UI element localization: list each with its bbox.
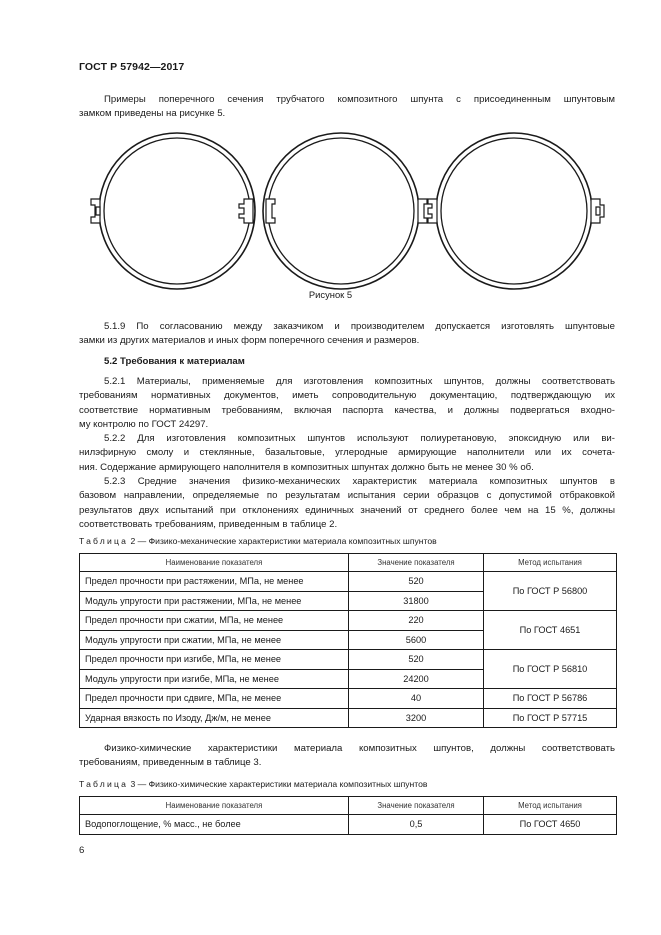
table-cell: 520 — [349, 572, 484, 592]
table-row — [80, 611, 617, 631]
text-line: ния. Содержание армирующего наполнителя в композитных шпунтах должно быть не менее 30 % об. — [79, 461, 534, 473]
table-cell: Предел прочности при сдвиге, МПа, не менее — [80, 689, 349, 709]
column-header: Наименование показателя — [80, 554, 349, 572]
paragraph-5-2-1 — [79, 375, 615, 433]
paragraph-5-2-2 — [79, 432, 615, 475]
column-header: Значение показателя — [349, 554, 484, 572]
table-row — [80, 708, 617, 728]
figure-caption: Рисунок 5 — [308, 289, 353, 300]
text-line: замки из других материалов и иных форм поперечного сечения и размеров. — [79, 335, 420, 347]
table-cell: По ГОСТ 4650 — [484, 815, 617, 835]
text-line: результатов двух испытаний при отклонениях единичных значений от среднего более чем на 15 %, должны — [79, 504, 615, 516]
table-cell: По ГОСТ 4651 — [484, 611, 617, 650]
table-cell: Ударная вязкость по Изоду, Дж/м, не менее — [80, 708, 349, 728]
text-line: Примеры поперечного сечения трубчатого композитного шпунта с присоединенным шпунтовым — [104, 94, 615, 105]
paragraph-5-2-3 — [79, 475, 615, 533]
pile-tube-inner — [268, 138, 414, 284]
table-cell: Предел прочности при растяжении, МПа, не менее — [80, 572, 349, 592]
text-line: соответствие нормативным требованиям, включая паспорта качества, и должны подвергаться входно- — [79, 404, 615, 416]
text-line: Физико-химические характеристики материала композитных шпунтов, должны соответствовать — [104, 743, 615, 754]
text-line: 5.1.9 По согласованию между заказчиком и производителем допускается изготовлять шпунтовые — [104, 321, 615, 332]
pile-tube-outer — [99, 133, 255, 289]
figure-tubular-sheet-piles — [0, 0, 661, 300]
table-cell: Водопоглощение, % масс., не более — [80, 815, 349, 835]
table-caption-label: Таблица — [79, 536, 129, 546]
table-cell: По ГОСТ Р 56810 — [484, 650, 617, 689]
pile-tube-inner — [104, 138, 250, 284]
paragraph-5-1-9 — [79, 320, 615, 349]
table-cell: Модуль упругости при сжатии, МПа, не менее — [80, 630, 349, 650]
sheet-pile-lock — [596, 207, 600, 215]
table-cell: 24200 — [349, 669, 484, 689]
column-header: Метод испытания — [484, 797, 617, 815]
table-cell: По ГОСТ Р 56786 — [484, 689, 617, 709]
table-row — [80, 689, 617, 709]
table-header-row — [80, 797, 617, 815]
table-3-caption — [79, 779, 427, 789]
text-line: требованиям, приведенным в таблице 3. — [79, 757, 262, 769]
sheet-pile-lock — [418, 199, 427, 223]
table-row — [80, 572, 617, 592]
table-cell: Модуль упругости при изгибе, МПа, не менее — [80, 669, 349, 689]
sheet-pile-lock — [428, 199, 437, 223]
section-title: 5.2 Требования к материалам — [104, 356, 245, 367]
table-3 — [79, 796, 617, 835]
text-line: требованиям нормативных документов, иметь сопроводительную документацию, подтверждающую их — [79, 390, 615, 402]
sheet-pile-lock — [239, 199, 253, 223]
column-header: Наименование показателя — [80, 797, 349, 815]
table-2-caption — [79, 536, 437, 546]
table-row — [80, 650, 617, 670]
sheet-pile-lock — [96, 207, 100, 215]
document-header: ГОСТ Р 57942—2017 — [79, 61, 185, 73]
text-line: замком приведены на рисунке 5. — [79, 108, 226, 120]
text-line: му контролю по ГОСТ 24297. — [79, 419, 209, 431]
page-number: 6 — [79, 845, 85, 856]
text-line: 5.2.2 Для изготовления композитных шпунтов используют полиуретановую, эпоксидную или ви- — [104, 433, 615, 444]
table-cell: 3200 — [349, 708, 484, 728]
pile-tube-inner — [441, 138, 587, 284]
table-cell: 220 — [349, 611, 484, 631]
table-caption-text: 2 — Физико-механические характеристики материала композитных шпунтов — [130, 536, 437, 546]
table-cell: 520 — [349, 650, 484, 670]
table-2 — [79, 553, 617, 728]
paragraph-physico-chemical — [79, 742, 615, 771]
pile-tube-outer — [263, 133, 419, 289]
table-cell: 0,5 — [349, 815, 484, 835]
text-line: нилэфирную смолу и стеклянные, базальтовые, углеродные армирующие наполнители или их сочета- — [79, 447, 615, 459]
table-cell: 5600 — [349, 630, 484, 650]
table-cell: 40 — [349, 689, 484, 709]
text-line: базовом направлении, определяемые по результатам испытания серии образцов с допустимой отбраковкой — [79, 490, 615, 502]
column-header: Метод испытания — [484, 554, 617, 572]
table-cell: По ГОСТ Р 56800 — [484, 572, 617, 611]
sheet-pile-lock — [266, 199, 275, 223]
table-cell: Предел прочности при изгибе, МПа, не менее — [80, 650, 349, 670]
table-cell: По ГОСТ Р 57715 — [484, 708, 617, 728]
table-cell: Предел прочности при сжатии, МПа, не менее — [80, 611, 349, 631]
table-header-row — [80, 554, 617, 572]
pile-tube-outer — [436, 133, 592, 289]
text-line: соответствовать требованиям, приведенным в таблице 2. — [79, 519, 338, 531]
text-line: 5.2.1 Материалы, применяемые для изготовления композитных шпунтов, должны соответствовать — [104, 376, 615, 387]
column-header: Значение показателя — [349, 797, 484, 815]
table-caption-text: 3 — Физико-химические характеристики материала композитных шпунтов — [130, 779, 428, 789]
table-row — [80, 815, 617, 835]
text-line: 5.2.3 Средние значения физико-механических характеристик материала композитных шпунтов в — [104, 476, 615, 487]
table-caption-label: Таблица — [79, 779, 129, 789]
table-cell: 31800 — [349, 591, 484, 611]
table-cell: Модуль упругости при растяжении, МПа, не менее — [80, 591, 349, 611]
